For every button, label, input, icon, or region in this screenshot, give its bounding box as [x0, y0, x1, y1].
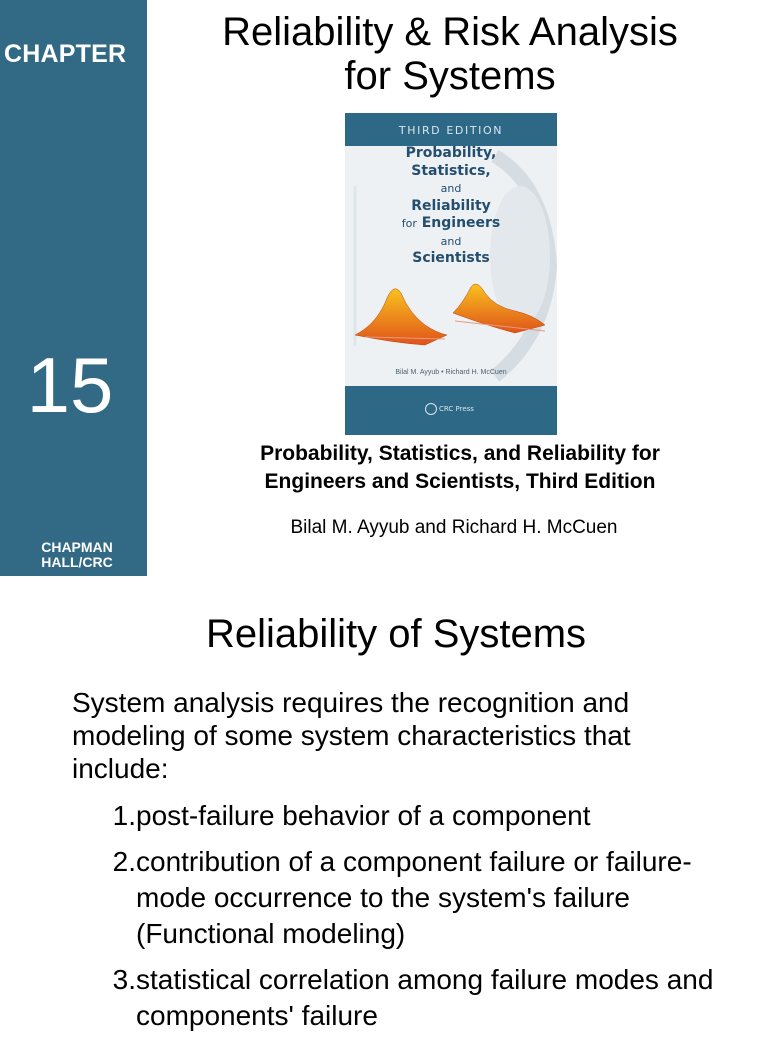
chapter-label: CHAPTER: [4, 40, 127, 68]
list-item-text: post-failure behavior of a component: [136, 800, 591, 831]
book-title-line-1: Probability, Statistics, and Reliability for: [260, 442, 660, 465]
slide-reliability-of-systems: [0, 576, 768, 1031]
cover-title-engineers: Engineers: [421, 215, 501, 231]
cover-title-line: [345, 215, 557, 233]
list-item: [100, 844, 720, 952]
cover-title-line: Statistics,: [411, 162, 491, 179]
characteristics-list: [100, 798, 720, 1044]
publisher-line-1: CHAPMAN: [41, 539, 113, 555]
cover-title-line: and: [440, 182, 462, 195]
list-item-text: contribution of a component failure or failure-mode occurrence to the system's failure (Functional modeling): [136, 846, 692, 949]
cover-publisher: [425, 403, 474, 415]
list-item-number: 3.: [112, 964, 136, 995]
cover-title: [345, 145, 557, 268]
chapter-title-line-2: for Systems: [344, 54, 556, 98]
intro-paragraph: System analysis requires the recognition and modeling of some system characteristics that include:: [72, 687, 631, 784]
cover-title-line: and: [440, 234, 462, 248]
book-title-line-2: Engineers and Scientists, Third Edition: [264, 470, 656, 493]
crc-press-logo-icon: [425, 403, 437, 415]
publisher-logo-text: [0, 540, 154, 570]
cover-edition-band: THIRD EDITION: [345, 113, 557, 146]
cover-title-line: Reliability: [411, 197, 491, 214]
slide-title: Reliability of Systems: [205, 612, 587, 656]
chapter-title-line-1: Reliability & Risk Analysis: [222, 10, 678, 54]
publisher-line-2: HALL/CRC: [41, 554, 113, 570]
cover-title-line: Probability,: [405, 145, 497, 161]
cover-title-line: Scientists: [412, 250, 490, 266]
cover-authors: Bilal M. Ayyub • Richard H. McCuen: [395, 369, 507, 376]
list-item-number: 1.: [112, 800, 136, 831]
list-item: [100, 962, 720, 1034]
cover-surface-plots: [345, 273, 557, 363]
cover-press-name: CRC Press: [439, 405, 474, 413]
chapter-number: 15: [26, 341, 114, 429]
chapter-sidebar: [0, 0, 147, 576]
book-authors: Bilal M. Ayyub and Richard H. McCuen: [290, 517, 618, 538]
book-title: [150, 440, 768, 496]
list-item-text: statistical correlation among failure modes and components' failure: [136, 964, 714, 1031]
book-cover-image: [345, 113, 557, 435]
cover-title-for: for: [401, 217, 417, 230]
chapter-title: [150, 10, 750, 98]
list-item: [100, 798, 720, 834]
list-item-number: 2.: [112, 846, 136, 877]
